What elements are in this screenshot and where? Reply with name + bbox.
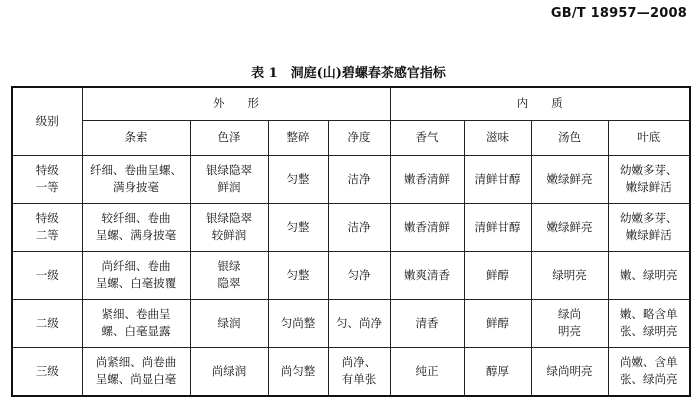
table-cell: 嫩爽清香 (390, 251, 464, 299)
grade-cell: 二级 (12, 299, 82, 347)
grade-cell: 三级 (12, 347, 82, 396)
table-cell: 绿明亮 (531, 251, 608, 299)
table-cell: 清鲜甘醇 (464, 203, 531, 251)
header-quality: 内 质 (390, 87, 690, 120)
table-cell: 绿尚 明亮 (531, 299, 608, 347)
table-cell: 银绿隐翠 鲜润 (190, 155, 268, 203)
subheader: 净度 (328, 120, 390, 155)
table-cell: 紧细、卷曲呈 螺、白毫显露 (82, 299, 190, 347)
grade-cell: 一级 (12, 251, 82, 299)
table-cell: 匀净 (328, 251, 390, 299)
table-cell: 纯正 (390, 347, 464, 396)
table-cell: 醇厚 (464, 347, 531, 396)
table-cell: 嫩香清鲜 (390, 203, 464, 251)
subheader: 叶底 (608, 120, 690, 155)
sensory-table (11, 86, 691, 397)
table-row (12, 155, 690, 203)
table-cell: 尚嫩、含单 张、绿尚亮 (608, 347, 690, 396)
table-cell: 匀整 (268, 251, 328, 299)
table-cell: 尚紧细、尚卷曲 呈螺、尚显白毫 (82, 347, 190, 396)
table-cell: 幼嫩多芽、 嫩绿鲜活 (608, 155, 690, 203)
header-appearance: 外 形 (82, 87, 390, 120)
grade-cell: 特级 二等 (12, 203, 82, 251)
subheader: 整碎 (268, 120, 328, 155)
table-cell: 鲜醇 (464, 251, 531, 299)
table-cell: 幼嫩多芽、 嫩绿鲜活 (608, 203, 690, 251)
table-cell: 嫩绿鲜亮 (531, 155, 608, 203)
table-row (12, 299, 690, 347)
header-grade: 级别 (12, 87, 82, 155)
subheader: 香气 (390, 120, 464, 155)
table-cell: 嫩香清鲜 (390, 155, 464, 203)
table-cell: 较纤细、卷曲 呈螺、满身披毫 (82, 203, 190, 251)
table-cell: 尚纤细、卷曲 呈螺、白毫披覆 (82, 251, 190, 299)
table-cell: 嫩、略含单 张、绿明亮 (608, 299, 690, 347)
table-cell: 匀整 (268, 155, 328, 203)
table-cell: 匀整 (268, 203, 328, 251)
table-cell: 清鲜甘醇 (464, 155, 531, 203)
subheader: 滋味 (464, 120, 531, 155)
table-cell: 鲜醇 (464, 299, 531, 347)
table-cell: 嫩、绿明亮 (608, 251, 690, 299)
grade-cell: 特级 一等 (12, 155, 82, 203)
table-body (12, 155, 690, 396)
subheader: 汤色 (531, 120, 608, 155)
table-cell: 洁净 (328, 155, 390, 203)
table-row (12, 347, 690, 396)
table-cell: 银绿 隐翠 (190, 251, 268, 299)
table-title: 表 1 洞庭(山)碧螺春茶感官指标 (251, 66, 446, 81)
table-cell: 尚匀整 (268, 347, 328, 396)
table-cell: 纤细、卷曲呈螺、 满身披毫 (82, 155, 190, 203)
table-row (12, 251, 690, 299)
table-cell: 绿尚明亮 (531, 347, 608, 396)
table-cell: 匀尚整 (268, 299, 328, 347)
table-cell: 匀、尚净 (328, 299, 390, 347)
header-row-1 (12, 87, 690, 120)
table-cell: 嫩绿鲜亮 (531, 203, 608, 251)
table-cell: 绿润 (190, 299, 268, 347)
table-cell: 清香 (390, 299, 464, 347)
table-cell: 尚净、 有单张 (328, 347, 390, 396)
subheader: 色泽 (190, 120, 268, 155)
table-cell: 银绿隐翠 较鲜润 (190, 203, 268, 251)
table-cell: 洁净 (328, 203, 390, 251)
header-row-2 (12, 120, 690, 155)
table-row (12, 203, 690, 251)
standard-code: GB/T 18957—2008 (550, 6, 687, 21)
table-cell: 尚绿润 (190, 347, 268, 396)
subheader: 条索 (82, 120, 190, 155)
